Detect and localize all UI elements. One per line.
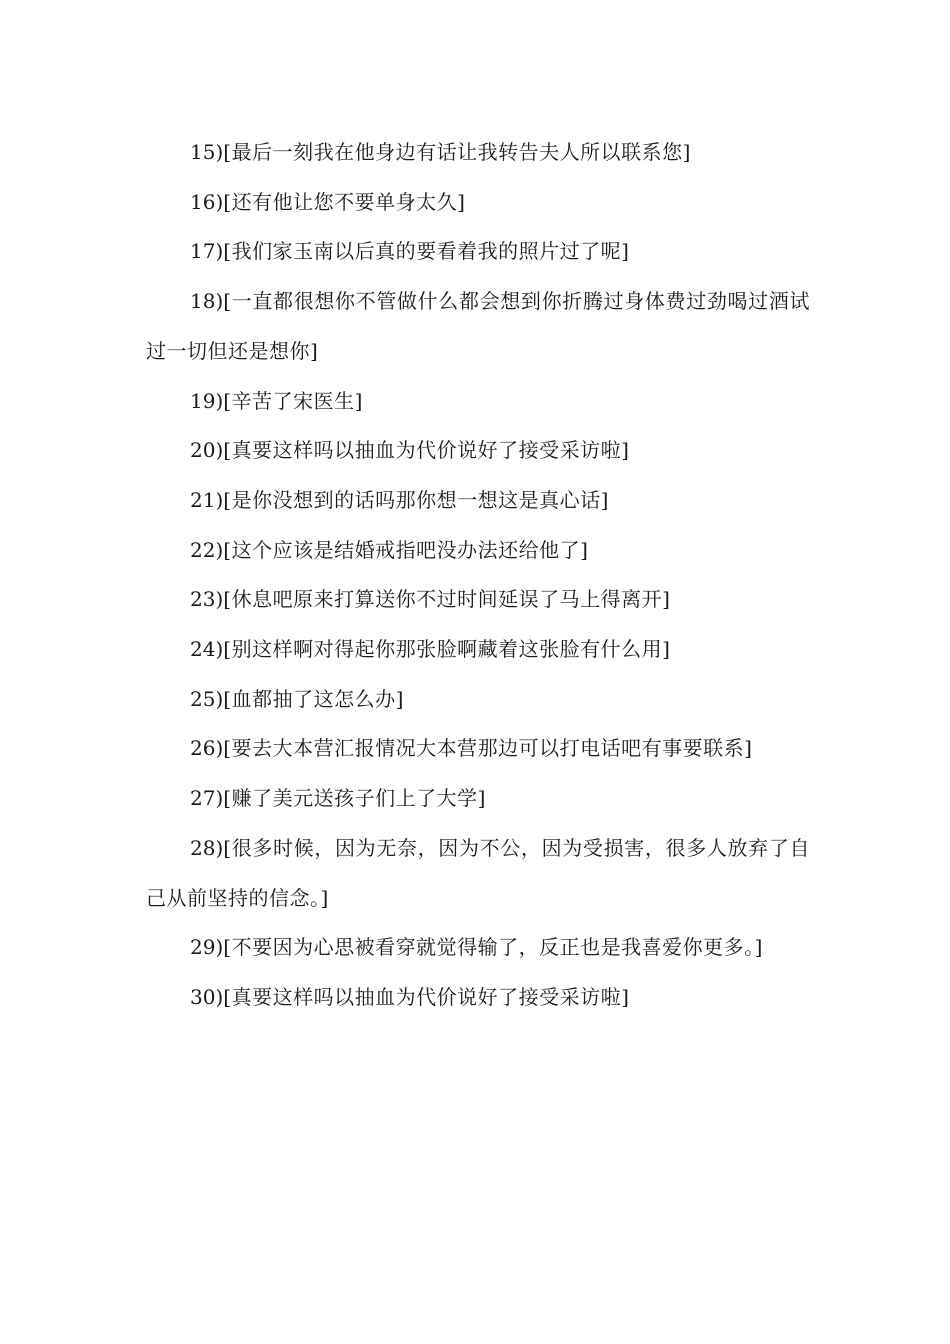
item-number: 24) bbox=[190, 637, 224, 662]
list-item bbox=[146, 774, 810, 824]
item-number: 25) bbox=[190, 686, 224, 711]
item-number: 21) bbox=[190, 487, 224, 512]
list-item bbox=[146, 973, 810, 1023]
item-text: [我们家玉南以后真的要看着我的照片过了呢] bbox=[223, 239, 630, 264]
list-item bbox=[146, 923, 810, 973]
list-item bbox=[146, 277, 810, 376]
list-item bbox=[146, 128, 810, 178]
list-item bbox=[146, 227, 810, 277]
item-number: 22) bbox=[190, 537, 224, 562]
list-item bbox=[146, 824, 810, 923]
item-number: 23) bbox=[190, 587, 224, 612]
item-text: [最后一刻我在他身边有话让我转告夫人所以联系您] bbox=[223, 140, 691, 164]
item-number: 16) bbox=[190, 189, 224, 214]
item-text: [赚了美元送孩子们上了大学] bbox=[223, 786, 486, 811]
list-item bbox=[146, 575, 810, 625]
item-number: 27) bbox=[190, 786, 224, 811]
item-text: [血都抽了这怎么办] bbox=[223, 686, 404, 711]
item-number: 28) bbox=[190, 835, 224, 860]
item-number: 15) bbox=[190, 140, 224, 164]
item-number: 18) bbox=[190, 289, 224, 314]
item-text: [不要因为心思被看穿就觉得输了，反正也是我喜爱你更多。] bbox=[223, 935, 763, 960]
item-text: [还有他让您不要单身太久] bbox=[223, 189, 466, 214]
item-text: [真要这样吗以抽血为代价说好了接受采访啦] bbox=[223, 984, 630, 1009]
list-item bbox=[146, 178, 810, 228]
item-text: [一直都很想你不管做什么都会想到你折腾过身体费过劲喝过酒试过一切但还是想你] bbox=[146, 289, 810, 363]
item-text: [是你没想到的话吗那你想一想这是真心话] bbox=[223, 487, 609, 512]
item-number: 26) bbox=[190, 736, 224, 761]
document-body bbox=[146, 128, 810, 1023]
list-item bbox=[146, 377, 810, 427]
item-text: [真要这样吗以抽血为代价说好了接受采访啦] bbox=[223, 438, 630, 463]
list-item bbox=[146, 675, 810, 725]
list-item bbox=[146, 426, 810, 476]
item-number: 30) bbox=[190, 984, 224, 1009]
item-number: 20) bbox=[190, 438, 224, 463]
item-text: [辛苦了宋医生] bbox=[223, 388, 363, 413]
item-text: [休息吧原来打算送你不过时间延误了马上得离开] bbox=[223, 587, 671, 612]
list-item bbox=[146, 625, 810, 675]
item-text: [这个应该是结婚戒指吧没办法还给他了] bbox=[223, 537, 589, 562]
list-item bbox=[146, 526, 810, 576]
item-text: [要去大本营汇报情况大本营那边可以打电话吧有事要联系] bbox=[223, 736, 753, 761]
item-number: 17) bbox=[190, 239, 224, 264]
item-number: 19) bbox=[190, 388, 224, 413]
item-text: [别这样啊对得起你那张脸啊藏着这张脸有什么用] bbox=[223, 637, 671, 662]
item-number: 29) bbox=[190, 935, 224, 960]
item-text: [很多时候，因为无奈，因为不公，因为受损害，很多人放弃了自己从前坚持的信念。] bbox=[146, 835, 810, 910]
list-item bbox=[146, 724, 810, 774]
list-item bbox=[146, 476, 810, 526]
